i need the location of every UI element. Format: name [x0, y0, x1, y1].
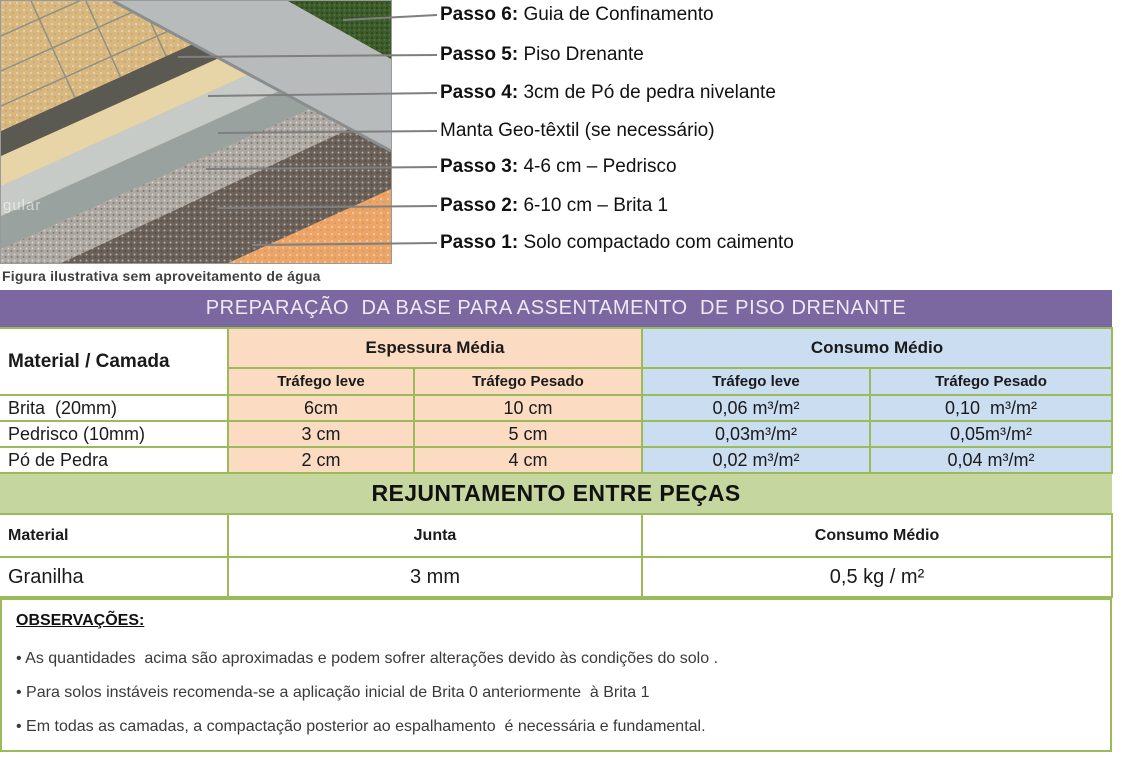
col-header-junta: Junta — [228, 514, 642, 557]
label-text: Guia de Confinamento — [523, 4, 714, 25]
cell-material: Granilha — [0, 557, 228, 597]
label-passo-4 — [440, 82, 776, 104]
cell-material: Pedrisco (10mm) — [0, 421, 228, 447]
observation-item: • As quantidades acima são aproximadas e podem sofrer alterações devido às condições do solo . — [16, 650, 719, 667]
table-row-po-de-pedra — [0, 447, 1112, 473]
cell-cons-pesado: 0,10 m³/m² — [870, 395, 1112, 421]
label-text: Solo compactado com caimento — [523, 232, 794, 253]
label-step: Passo 5: — [440, 44, 524, 65]
group-header-consumo-medio: Consumo Médio — [642, 328, 1112, 368]
sub-header-trafego-leve: Tráfego leve — [642, 368, 870, 395]
observation-item: • Em todas as camadas, a compactação posterior ao espalhamento é necessária e fundamental. — [16, 718, 706, 735]
cell-esp-leve: 6cm — [228, 395, 414, 421]
diagram-section — [0, 0, 1122, 290]
observations-box — [0, 598, 1112, 752]
col-header-material-camada: Material / Camada — [0, 328, 228, 395]
table-row-brita — [0, 395, 1112, 421]
label-passo-1 — [440, 232, 794, 254]
table-row-pedrisco — [0, 421, 1112, 447]
cell-material: Brita (20mm) — [0, 395, 228, 421]
label-passo-6 — [440, 4, 714, 26]
label-manta — [440, 120, 715, 142]
label-passo-2 — [440, 195, 668, 217]
label-text: Piso Drenante — [523, 44, 644, 65]
table-row-granilha — [0, 557, 1112, 597]
label-passo-5 — [440, 44, 644, 66]
label-step: Passo 3: — [440, 156, 524, 177]
cell-cons-leve: 0,03m³/m² — [642, 421, 870, 447]
cell-consumo: 0,5 kg / m² — [642, 557, 1112, 597]
figure-caption: Figura ilustrativa sem aproveitamento de água — [2, 268, 321, 284]
cell-cons-leve: 0,02 m³/m² — [642, 447, 870, 473]
observation-item: • Para solos instáveis recomenda-se a aplicação inicial de Brita 0 anteriormente à Brita 1 — [16, 684, 650, 701]
label-passo-3 — [440, 156, 677, 178]
group-header-espessura-media: Espessura Média — [228, 328, 642, 368]
label-step: Passo 4: — [440, 82, 524, 103]
observations-title: OBSERVAÇÕES: — [16, 612, 145, 629]
cell-esp-pesado: 10 cm — [414, 395, 642, 421]
rejuntamento-table — [0, 474, 1113, 598]
cell-esp-leve: 3 cm — [228, 421, 414, 447]
cell-junta: 3 mm — [228, 557, 642, 597]
sub-header-trafego-pesado: Tráfego Pesado — [414, 368, 642, 395]
sub-header-trafego-leve: Tráfego leve — [228, 368, 414, 395]
label-text: 4-6 cm – Pedrisco — [523, 156, 677, 177]
cell-cons-leve: 0,06 m³/m² — [642, 395, 870, 421]
label-text: Manta Geo-têxtil (se necessário) — [440, 120, 715, 141]
col-header-consumo-medio: Consumo Médio — [642, 514, 1112, 557]
rejuntamento-title: REJUNTAMENTO ENTRE PEÇAS — [0, 474, 1112, 514]
col-header-material: Material — [0, 514, 228, 557]
prep-table — [0, 290, 1113, 474]
label-text: 6-10 cm – Brita 1 — [523, 195, 669, 216]
label-text: 3cm de Pó de pedra nivelante — [523, 82, 776, 103]
prep-table-title: PREPARAÇÃO DA BASE PARA ASSENTAMENTO DE PISO DRENANTE — [0, 290, 1112, 328]
cell-esp-pesado: 5 cm — [414, 421, 642, 447]
cell-material: Pó de Pedra — [0, 447, 228, 473]
pavement-layers-drawing — [1, 1, 391, 263]
sub-header-trafego-pesado: Tráfego Pesado — [870, 368, 1112, 395]
label-step: Passo 6: — [440, 4, 524, 25]
image-watermark: gular — [3, 197, 42, 214]
cell-esp-pesado: 4 cm — [414, 447, 642, 473]
cell-cons-pesado: 0,05m³/m² — [870, 421, 1112, 447]
cell-esp-leve: 2 cm — [228, 447, 414, 473]
pavement-layers-illustration — [0, 0, 392, 264]
cell-cons-pesado: 0,04 m³/m² — [870, 447, 1112, 473]
label-step: Passo 2: — [440, 195, 524, 216]
label-step: Passo 1: — [440, 232, 524, 253]
